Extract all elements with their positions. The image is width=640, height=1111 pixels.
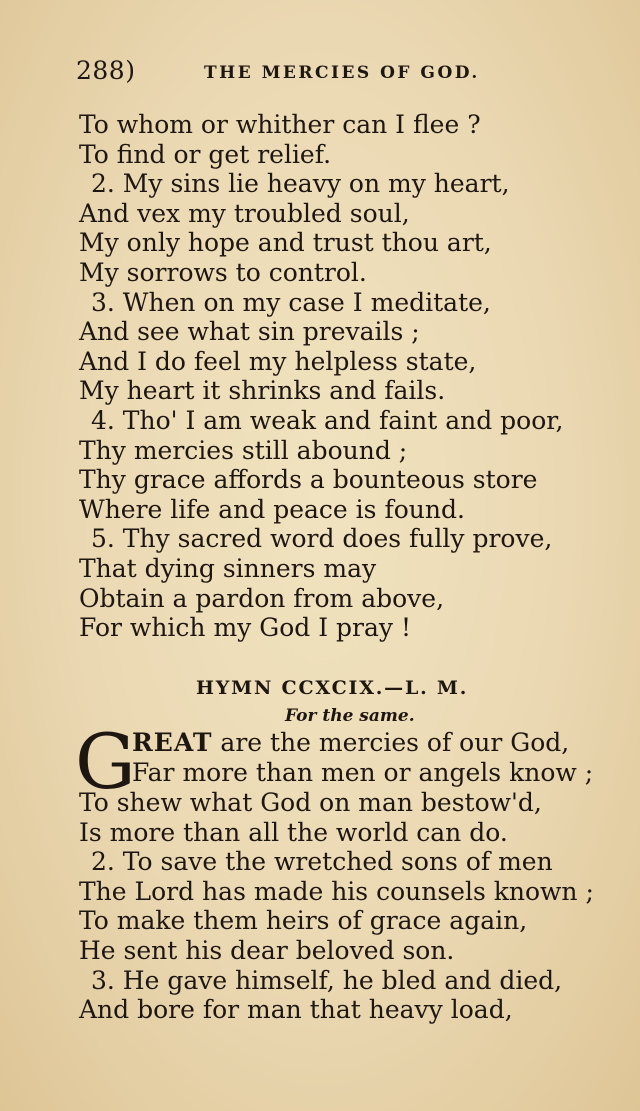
verse-line: Where life and peace is found. bbox=[79, 494, 465, 524]
hymn-heading: HYMN CCXCIX.—L. M. bbox=[196, 677, 469, 699]
verse-line: 2. To save the wretched sons of men bbox=[91, 847, 553, 877]
verse-line: And bore for man that heavy load, bbox=[79, 995, 513, 1025]
verse-line: That dying sinners may bbox=[79, 553, 377, 583]
hymn-subtitle: For the same. bbox=[285, 706, 415, 726]
hymn-new-text bbox=[79, 788, 609, 1025]
verse-line: 3. When on my case I meditate, bbox=[91, 287, 491, 317]
verse-line: The Lord has made his counsels known ; bbox=[79, 876, 594, 906]
verse-line: 3. He gave himself, he bled and died, bbox=[91, 965, 563, 995]
first-word-caps: REAT bbox=[132, 728, 213, 757]
first-line-text: are the mercies of our God, bbox=[212, 728, 570, 757]
verse-line: And see what sin prevails ; bbox=[79, 317, 420, 347]
verse-line: For which my God I pray ! bbox=[79, 613, 412, 643]
verse-line: To make them heirs of grace again, bbox=[79, 906, 528, 936]
second-verse-line: Far more than men or angels know ; bbox=[132, 758, 594, 787]
verse-line: Is more than all the world can do. bbox=[79, 817, 508, 847]
verse-line: And vex my troubled soul, bbox=[79, 198, 410, 228]
verse-line: To shew what God on man bestow'd, bbox=[79, 788, 542, 817]
verse-line: To whom or whither can I flee ? bbox=[79, 110, 481, 139]
verse-line: Obtain a pardon from above, bbox=[79, 583, 445, 613]
hymn-continued-text bbox=[79, 110, 609, 643]
verse-line: To find or get relief. bbox=[79, 139, 332, 169]
verse-line: My only hope and trust thou art, bbox=[79, 228, 492, 258]
verse-line: 5. Thy sacred word does fully prove, bbox=[91, 524, 553, 554]
first-verse-line bbox=[132, 728, 569, 758]
verse-line: He sent his dear beloved son. bbox=[79, 935, 455, 965]
verse-line: My sorrows to control. bbox=[79, 257, 367, 287]
page-number: 288) bbox=[76, 56, 136, 85]
verse-line: 4. Tho' I am weak and faint and poor, bbox=[91, 405, 564, 435]
verse-line: And I do feel my helpless state, bbox=[79, 346, 477, 376]
verse-line: My heart it shrinks and fails. bbox=[79, 376, 446, 406]
verse-line: Thy grace affords a bounteous store bbox=[79, 465, 538, 495]
running-title: THE MERCIES OF GOD. bbox=[204, 63, 480, 83]
verse-line: 2. My sins lie heavy on my heart, bbox=[91, 169, 510, 199]
page-header bbox=[76, 55, 526, 91]
verse-line: Thy mercies still abound ; bbox=[79, 435, 408, 465]
drop-cap: G bbox=[75, 717, 136, 806]
